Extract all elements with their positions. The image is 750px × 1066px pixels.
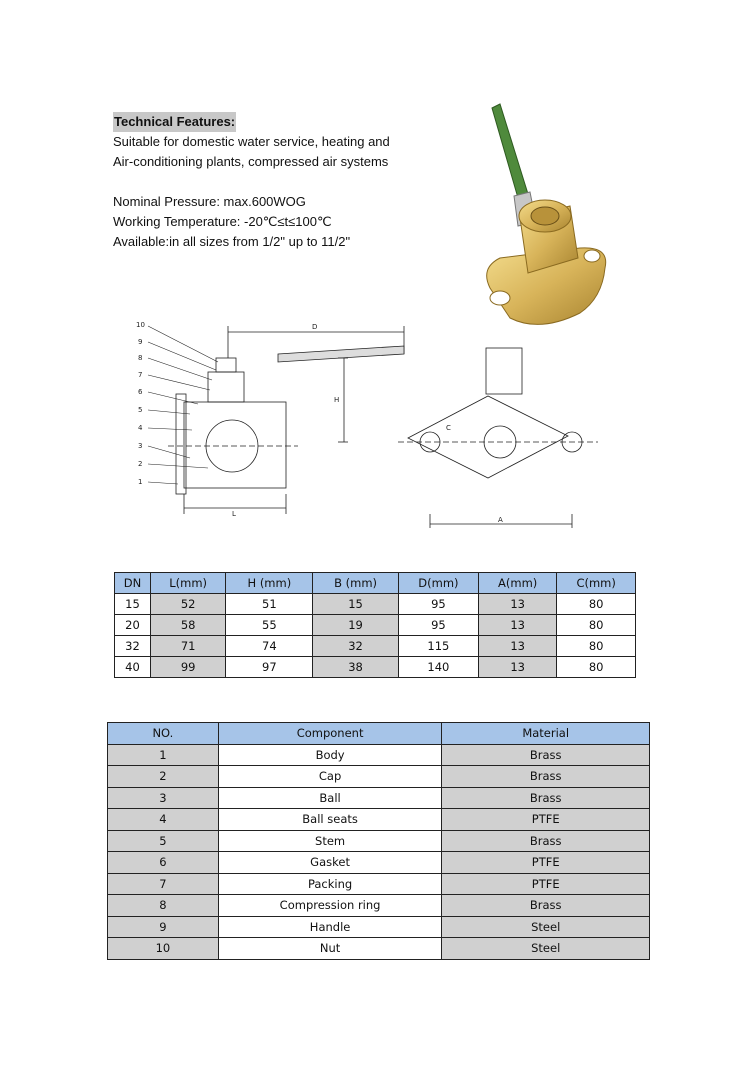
cell: 40 <box>115 657 151 678</box>
available-sizes: Available:in all sizes from 1/2" up to 11/2" <box>113 234 351 249</box>
cell: 2 <box>108 766 219 788</box>
table-row <box>115 615 636 636</box>
column-header: Material <box>442 723 650 745</box>
part-label-3: 3 <box>138 442 143 450</box>
column-header: B (mm) <box>313 573 398 594</box>
cell: Steel <box>442 916 650 938</box>
cell: 10 <box>108 938 219 960</box>
cell: 13 <box>479 615 557 636</box>
table-row <box>115 594 636 615</box>
features-line2: Air-conditioning plants, compressed air systems <box>113 154 389 169</box>
part-label-5: 5 <box>138 406 143 414</box>
cell: 3 <box>108 787 219 809</box>
column-header: C(mm) <box>557 573 636 594</box>
working-temperature: Working Temperature: -20℃≤t≤100℃ <box>113 214 332 229</box>
table-row <box>108 895 650 917</box>
cell: PTFE <box>442 809 650 831</box>
column-header: H (mm) <box>226 573 313 594</box>
cell: PTFE <box>442 873 650 895</box>
cell: 19 <box>313 615 398 636</box>
table-row <box>108 766 650 788</box>
dimensions-table <box>114 572 636 678</box>
table-row <box>108 852 650 874</box>
cell: Brass <box>442 830 650 852</box>
table-header-row <box>108 723 650 745</box>
dim-label-c: C <box>446 424 451 432</box>
nominal-pressure: Nominal Pressure: max.600WOG <box>113 194 306 209</box>
features-line1: Suitable for domestic water service, heating and <box>113 134 390 149</box>
cell: 5 <box>108 830 219 852</box>
valve-photo <box>470 98 620 338</box>
cell: 95 <box>398 594 478 615</box>
cell: 97 <box>226 657 313 678</box>
cell: 95 <box>398 615 478 636</box>
part-label-1: 1 <box>138 478 143 486</box>
cell: Brass <box>442 766 650 788</box>
dim-label-a: A <box>498 516 503 524</box>
cell: Brass <box>442 895 650 917</box>
table-row <box>108 873 650 895</box>
dim-label-h: H <box>334 396 340 404</box>
part-label-7: 7 <box>138 371 143 379</box>
cell: 99 <box>150 657 225 678</box>
features-title: Technical Features: <box>113 112 236 132</box>
cell: 52 <box>150 594 225 615</box>
cell: 58 <box>150 615 225 636</box>
cell: 13 <box>479 657 557 678</box>
cell: Ball seats <box>218 809 442 831</box>
cell: Compression ring <box>218 895 442 917</box>
column-header: D(mm) <box>398 573 478 594</box>
cell: 80 <box>557 594 636 615</box>
table-row <box>115 657 636 678</box>
cell: 32 <box>115 636 151 657</box>
table-row <box>108 809 650 831</box>
cell: PTFE <box>442 852 650 874</box>
cell: Brass <box>442 744 650 766</box>
cell: 13 <box>479 636 557 657</box>
cell: 32 <box>313 636 398 657</box>
parts-table <box>107 722 650 960</box>
cell: Gasket <box>218 852 442 874</box>
technical-drawing <box>128 318 618 533</box>
part-label-6: 6 <box>138 388 143 396</box>
part-label-8: 8 <box>138 354 143 362</box>
column-header: Component <box>218 723 442 745</box>
cell: Stem <box>218 830 442 852</box>
part-label-10: 10 <box>136 321 145 329</box>
cell: 140 <box>398 657 478 678</box>
part-label-2: 2 <box>138 460 143 468</box>
cell: Brass <box>442 787 650 809</box>
cell: 15 <box>115 594 151 615</box>
table-row <box>115 636 636 657</box>
cell: Nut <box>218 938 442 960</box>
cell: 20 <box>115 615 151 636</box>
cell: Ball <box>218 787 442 809</box>
table-row <box>108 787 650 809</box>
cell: 9 <box>108 916 219 938</box>
cell: 80 <box>557 636 636 657</box>
column-header: L(mm) <box>150 573 225 594</box>
cell: 13 <box>479 594 557 615</box>
table-row <box>108 916 650 938</box>
cell: 71 <box>150 636 225 657</box>
column-header: A(mm) <box>479 573 557 594</box>
cell: 80 <box>557 615 636 636</box>
table-header-row <box>115 573 636 594</box>
table-row <box>108 744 650 766</box>
column-header: DN <box>115 573 151 594</box>
cell: 115 <box>398 636 478 657</box>
table-row <box>108 830 650 852</box>
cell: 7 <box>108 873 219 895</box>
technical-features <box>113 112 443 252</box>
cell: Cap <box>218 766 442 788</box>
cell: 51 <box>226 594 313 615</box>
cell: Packing <box>218 873 442 895</box>
cell: Body <box>218 744 442 766</box>
part-label-9: 9 <box>138 338 143 346</box>
cell: 8 <box>108 895 219 917</box>
dim-label-d: D <box>312 323 318 331</box>
cell: Handle <box>218 916 442 938</box>
cell: 15 <box>313 594 398 615</box>
part-label-4: 4 <box>138 424 143 432</box>
cell: Steel <box>442 938 650 960</box>
cell: 38 <box>313 657 398 678</box>
dim-label-l: L <box>232 510 236 518</box>
table-row <box>108 938 650 960</box>
column-header: NO. <box>108 723 219 745</box>
cell: 4 <box>108 809 219 831</box>
cell: 6 <box>108 852 219 874</box>
cell: 74 <box>226 636 313 657</box>
cell: 1 <box>108 744 219 766</box>
cell: 80 <box>557 657 636 678</box>
cell: 55 <box>226 615 313 636</box>
